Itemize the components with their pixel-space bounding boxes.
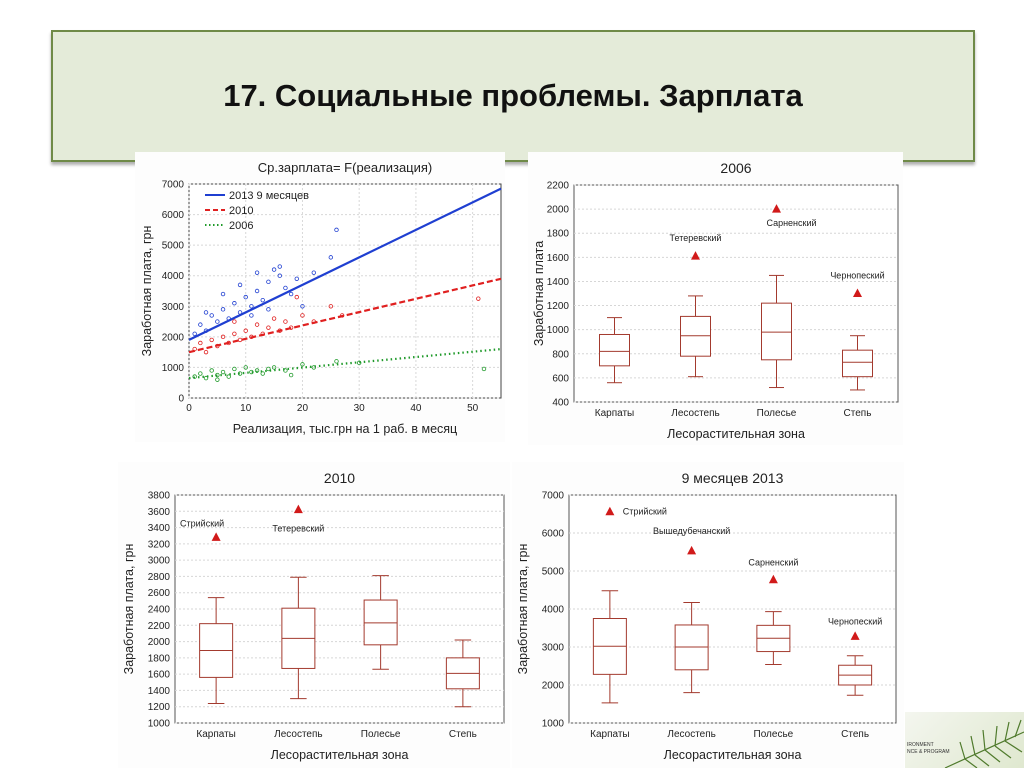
y-tick-label: 1000 [541,718,564,730]
x-axis-label: Лесорастительная зона [270,748,409,762]
category-label: Полесье [360,729,401,740]
x-axis-label: Лесорастительная зона [667,427,805,441]
y-tick-label: 5000 [161,240,184,252]
y-tick-label: 7000 [161,179,184,191]
legend-label: 2010 [229,205,254,217]
y-tick-label: 4000 [161,271,184,283]
outlier-label: Тетеревский [669,233,722,244]
category-label: Карпаты [590,729,630,740]
legend-label: 2006 [229,220,254,232]
y-tick-label: 2000 [161,332,184,344]
corner-logo [905,712,1024,768]
outlier-label: Сарненский [748,557,799,568]
y-tick-label: 1400 [147,685,170,697]
category-label: Лесостепь [274,729,323,740]
x-tick-label: 50 [467,403,479,414]
logo-text-2: NCE & PROGRAM [907,749,950,755]
boxplot-2010 [118,462,510,768]
box-iqr [600,334,630,365]
y-tick-label: 2000 [541,680,564,692]
y-tick-label: 3600 [147,506,170,518]
y-tick-label: 3000 [147,555,170,567]
y-axis-label: Заработная плата, грн [122,543,136,675]
y-tick-label: 2600 [147,588,170,600]
category-label: Степь [448,729,477,740]
y-tick-label: 2200 [147,620,170,632]
scatter-chart-panel [135,152,505,442]
y-tick-label: 1600 [147,669,170,681]
y-tick-label: 1000 [546,325,569,337]
category-label: Лесостепь [667,729,716,740]
outlier-label: Вышедубечанский [652,525,731,536]
y-tick-label: 1800 [546,228,569,240]
legend-label: 2013 9 месяцев [229,190,309,202]
y-tick-label: 2800 [147,571,170,583]
chart-title: 2006 [720,160,752,176]
category-label: Степь [841,729,870,740]
y-axis-label: Заработная плата, грн [516,543,530,675]
box-iqr [843,350,873,377]
y-tick-label: 2000 [546,204,569,216]
y-tick-label: 6000 [161,210,184,222]
y-tick-label: 400 [552,397,569,409]
outlier-label: Стрийский [622,506,667,517]
y-tick-label: 2400 [147,604,170,616]
y-tick-label: 3000 [161,301,184,313]
y-tick-label: 0 [178,393,184,405]
y-tick-label: 1600 [546,252,569,264]
x-axis-label: Лесорастительная зона [663,748,802,762]
x-tick-label: 20 [296,403,309,414]
outlier-label: Сарненский [766,218,817,229]
category-label: Полесье [756,408,797,419]
y-tick-label: 1000 [161,362,184,374]
boxplot-2013 [512,462,904,768]
y-tick-label: 800 [552,349,569,361]
category-label: Лесостепь [671,408,720,419]
boxplot-2006-panel [528,152,903,445]
x-tick-label: 30 [353,403,365,414]
category-label: Степь [843,408,872,419]
y-tick-label: 5000 [541,566,564,578]
chart-title: Ср.зарплата= F(реализация) [257,160,433,175]
outlier-label: Чернопеский [827,616,883,627]
scatter-chart [135,152,505,442]
y-tick-label: 3800 [147,490,170,502]
chart-title: 2010 [323,470,356,486]
pine-branch-icon [905,712,1024,768]
boxplot-2010-panel [118,462,510,768]
outlier-label: Стрийский [180,518,225,529]
chart-title: 9 месяцев 2013 [681,470,784,486]
box-iqr [681,316,711,356]
y-tick-label: 2000 [147,637,170,649]
y-tick-label: 7000 [541,490,564,502]
y-tick-label: 1400 [546,276,569,288]
y-tick-label: 1800 [147,653,170,665]
x-axis-label: Реализация, тыс.грн на 1 раб. в месяц [232,422,458,436]
boxplot-2006 [528,152,903,445]
logo-text-1: IRONMENT [907,742,934,748]
x-tick-label: 40 [410,403,422,414]
y-tick-label: 600 [552,373,569,385]
y-tick-label: 3000 [541,642,564,654]
y-tick-label: 6000 [541,528,564,540]
y-axis-label: Заработная плата, грн [140,225,154,357]
category-label: Карпаты [594,408,635,419]
title-box [51,30,975,162]
y-tick-label: 1200 [147,702,170,714]
y-tick-label: 1200 [546,301,569,313]
outlier-label: Чернопеский [830,270,885,281]
category-label: Полесье [753,729,794,740]
box-iqr [762,303,792,360]
outlier-label: Тетеревский [272,523,325,534]
x-tick-label: 0 [186,403,192,414]
y-tick-label: 2200 [546,180,569,192]
y-tick-label: 3400 [147,523,170,535]
y-axis-label: Заработная плата [532,240,546,347]
y-tick-label: 1000 [147,718,170,730]
category-label: Карпаты [196,729,236,740]
boxplot-2013-panel [512,462,904,768]
x-tick-label: 10 [240,403,252,414]
page-title: 17. Социальные проблемы. Зарплата [223,78,803,113]
y-tick-label: 4000 [541,604,564,616]
y-tick-label: 3200 [147,539,170,551]
